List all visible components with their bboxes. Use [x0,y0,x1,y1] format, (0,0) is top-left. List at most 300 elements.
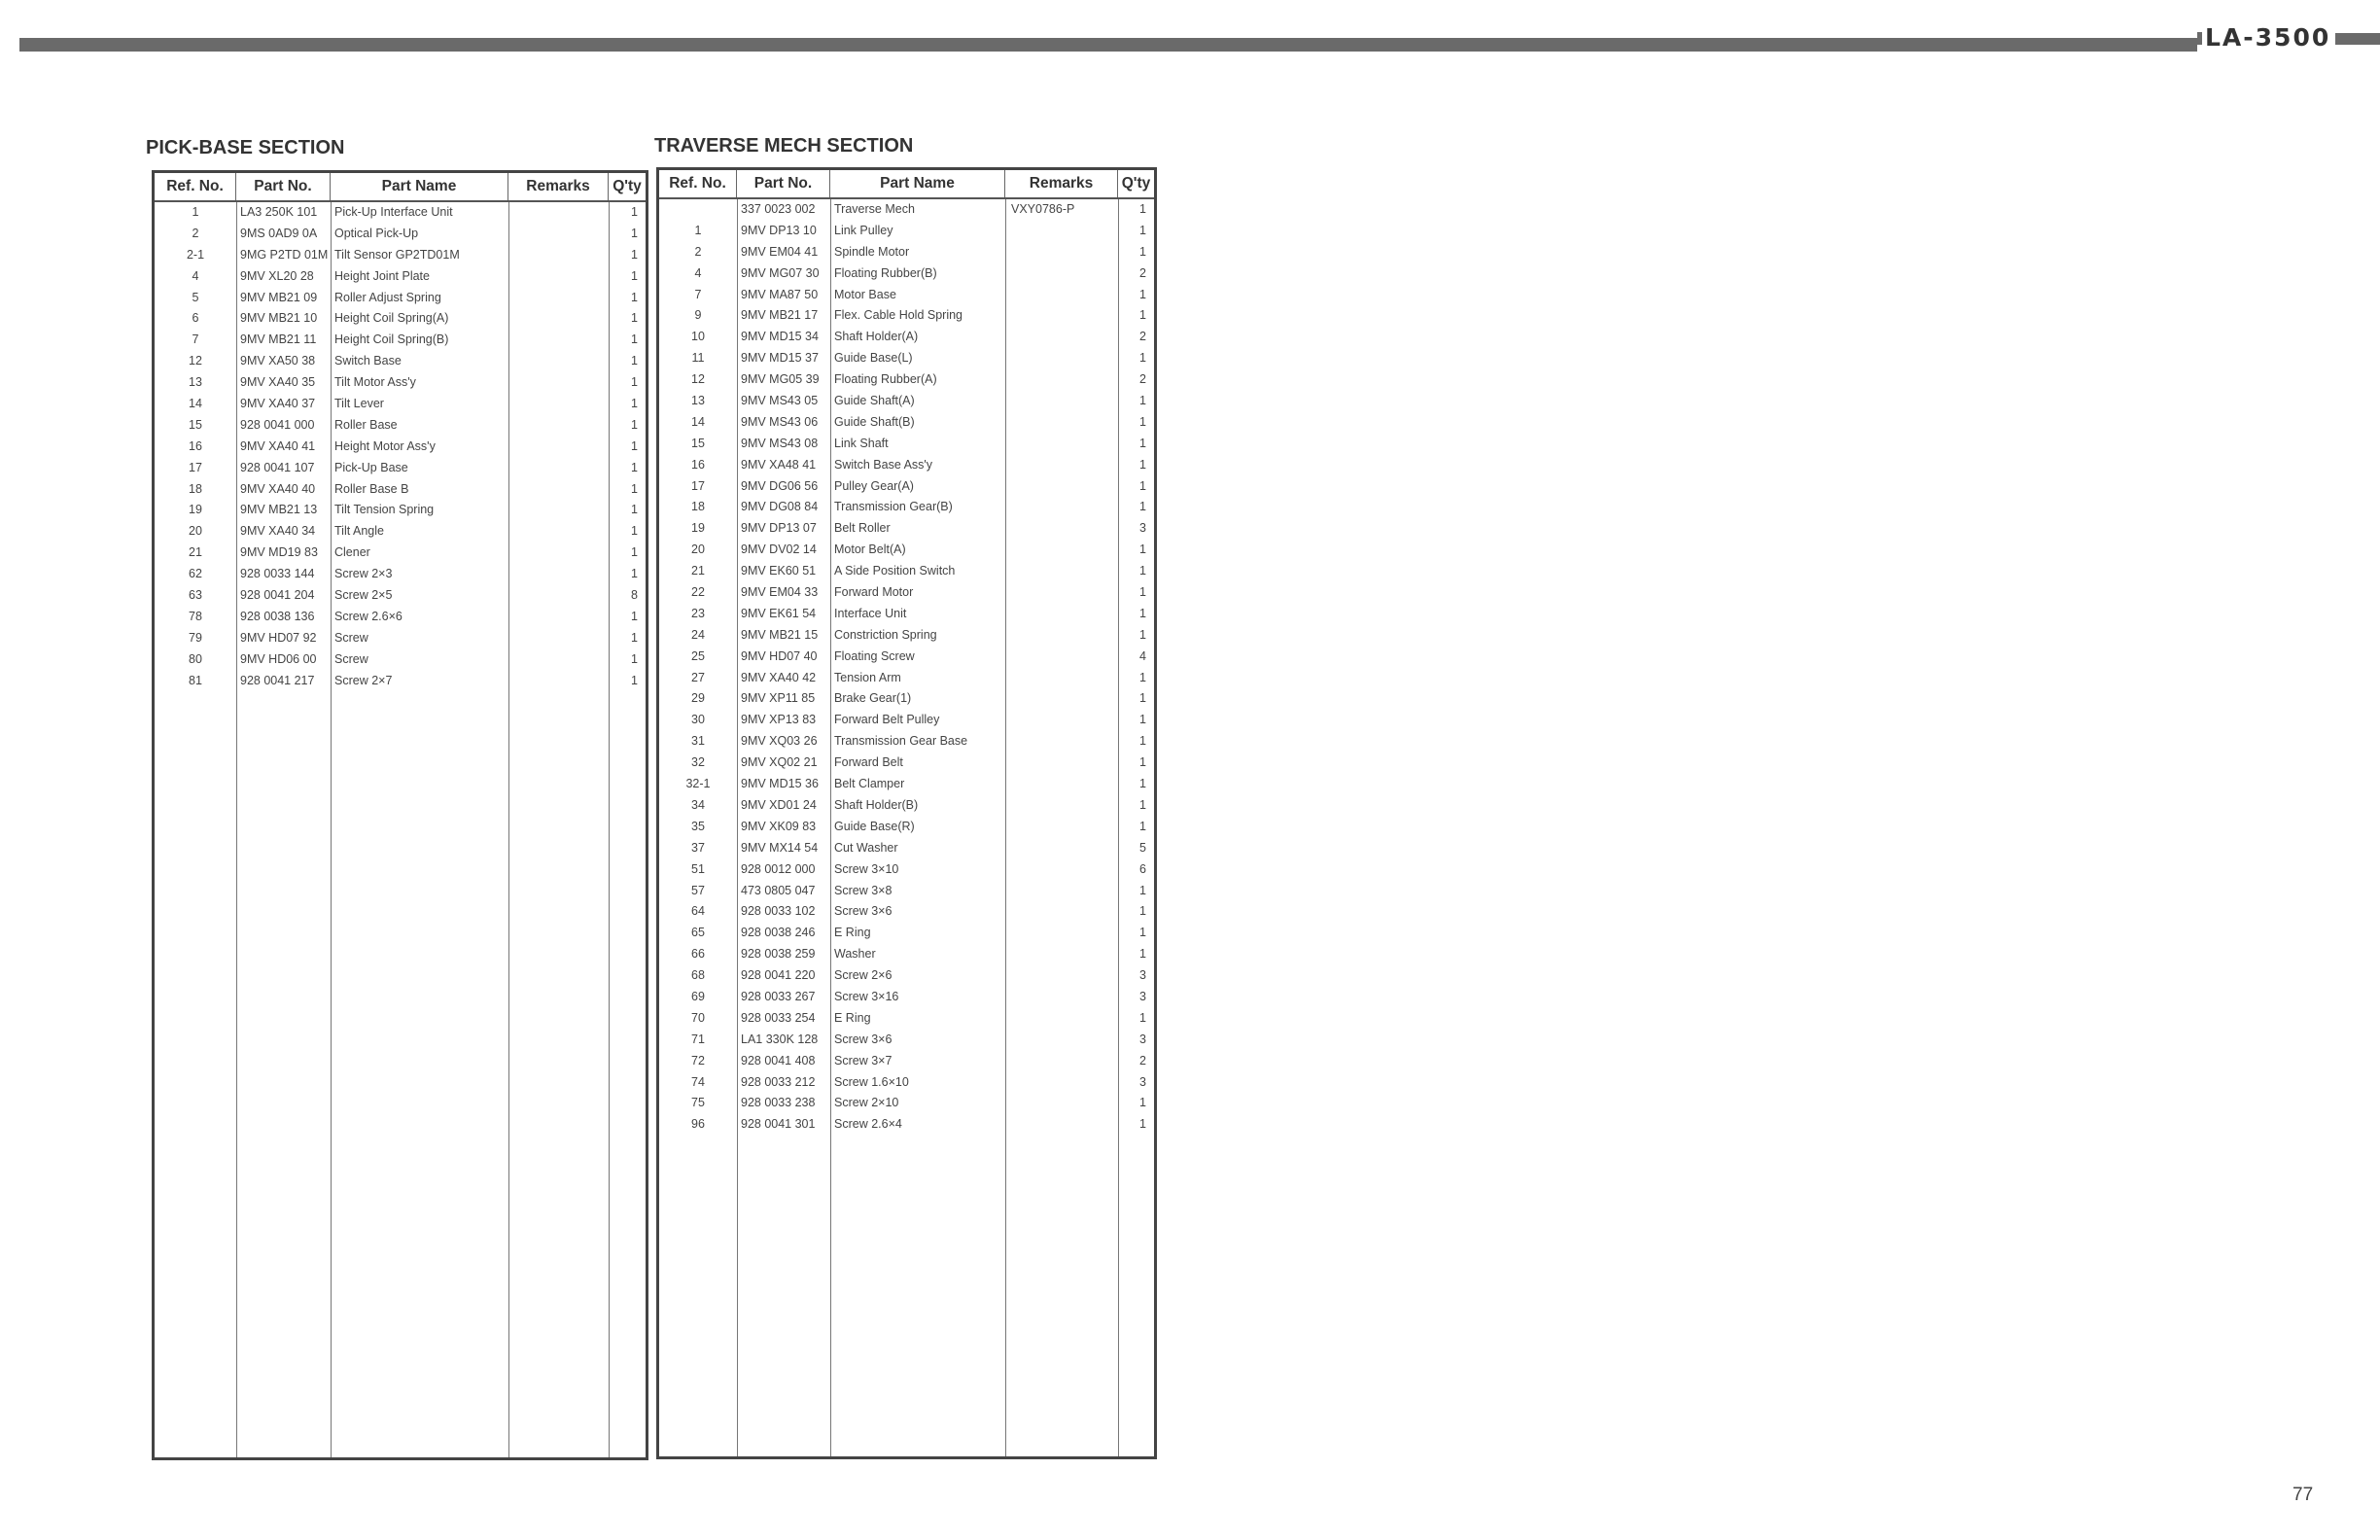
part-name-cell: Screw 2.6×4 [834,1117,902,1132]
ref-no-cell: 18 [691,500,705,514]
table-row [659,1008,1154,1030]
remarks-cell [508,607,609,628]
part-name-cell: Spindle Motor [834,244,910,259]
part-no-cell: 9MV DG06 56 [741,478,819,493]
part-name-cell: Screw 2×10 [834,1096,899,1110]
part-no-cell: 928 0041 301 [741,1117,816,1132]
table-row [659,518,1154,540]
qty-cell: 1 [1139,883,1146,897]
ref-no-cell: 19 [189,503,202,517]
table-row [659,752,1154,774]
table-row [155,542,646,564]
part-no-cell: 9MS 0AD9 0A [240,226,318,240]
part-name-cell: Roller Adjust Spring [334,290,441,304]
ref-no-cell: 23 [691,606,705,620]
table-row [659,497,1154,518]
remarks-cell [1005,455,1118,476]
ref-no-cell: 69 [691,989,705,1003]
remarks-cell [1005,774,1118,795]
remarks-cell [1005,923,1118,944]
table-row [155,288,646,309]
remarks-cell [1005,710,1118,731]
part-name-cell: Floating Rubber(B) [834,265,937,280]
part-name-cell: Link Pulley [834,223,893,237]
part-no-cell: 9MV XD01 24 [741,797,817,812]
part-no-cell: 9MV DG08 84 [741,500,819,514]
qty-cell: 1 [1139,904,1146,919]
qty-cell: 1 [1139,947,1146,962]
qty-cell: 3 [1139,989,1146,1003]
part-name-cell: Tilt Lever [334,397,384,411]
qty-cell: 1 [1139,755,1146,770]
table-row [659,625,1154,647]
table-row [659,859,1154,881]
col-remarks: Remarks [508,173,609,200]
qty-cell: 1 [1139,287,1146,301]
part-no-cell: 928 0041 217 [240,673,315,687]
part-name-cell: Pick-Up Interface Unit [334,205,453,219]
part-name-cell: Transmission Gear Base [834,734,968,749]
part-no-cell: 9MV EK60 51 [741,564,817,578]
part-name-cell: Forward Belt [834,755,903,770]
ref-no-cell: 32 [691,755,705,770]
qty-cell: 1 [631,481,638,496]
part-name-cell: Tilt Tension Spring [334,503,435,517]
part-no-cell: 9MV XP13 83 [741,713,817,727]
part-no-cell: 928 0012 000 [741,861,816,876]
part-name-cell: Shaft Holder(A) [834,330,919,344]
part-no-cell: 9MV DP13 10 [741,223,817,237]
table-row [659,944,1154,965]
remarks-cell [1005,518,1118,540]
remarks-cell [1005,795,1118,817]
ref-no-cell: 74 [691,1074,705,1089]
qty-cell: 1 [1139,542,1146,557]
ref-no-cell: 72 [691,1053,705,1068]
qty-cell: 3 [1139,521,1146,536]
remarks-cell [508,671,609,692]
remarks-cell [1005,859,1118,881]
model-number: LA-3500 [2205,23,2331,52]
remarks-cell [508,372,609,394]
remarks-cell [1005,625,1118,647]
table-header [659,170,1154,199]
qty-cell: 1 [1139,819,1146,833]
table-row [659,923,1154,944]
part-name-cell: Tension Arm [834,670,901,684]
column-divider [609,202,610,1457]
part-name-cell: Traverse Mech [834,202,915,216]
remarks-cell [1005,944,1118,965]
part-name-cell: Optical Pick-Up [334,226,419,240]
table-row [659,199,1154,221]
part-no-cell: 928 0033 212 [741,1074,816,1089]
remarks-cell [1005,838,1118,859]
ref-no-cell: 5 [192,290,199,304]
qty-cell: 1 [1139,351,1146,366]
part-name-cell: Pick-Up Base [334,460,408,474]
qty-cell: 1 [1139,797,1146,812]
part-name-cell: Height Coil Spring(A) [334,311,449,326]
qty-cell: 6 [1139,861,1146,876]
table-row [659,263,1154,285]
ref-no-cell: 78 [189,609,202,623]
column-divider [1005,199,1006,1456]
remarks-cell [1005,752,1118,774]
table-row [659,965,1154,987]
ref-no-cell: 32-1 [685,777,711,791]
part-no-cell: 9MV MB21 10 [240,311,318,326]
ref-no-cell: 35 [691,819,705,833]
ref-no-cell: 17 [189,460,202,474]
qty-cell: 1 [1139,564,1146,578]
remarks-cell [508,585,609,607]
qty-cell: 1 [631,205,638,219]
table-row [659,688,1154,710]
table-row [659,901,1154,923]
ref-no-cell: 1 [192,205,199,219]
table-row [155,458,646,479]
part-name-cell: Motor Base [834,287,896,301]
ref-no-cell: 7 [694,287,702,301]
remarks-cell [1005,582,1118,604]
remarks-cell [1005,1008,1118,1030]
ref-no-cell: 57 [691,883,705,897]
ref-no-cell: 9 [694,308,702,323]
remarks-cell [508,628,609,649]
ref-no-cell: 24 [691,627,705,642]
table-row [659,582,1154,604]
part-name-cell: Guide Base(L) [834,351,913,366]
qty-cell: 1 [1139,202,1146,216]
part-no-cell: 9MV XL20 28 [240,268,314,283]
part-no-cell: LA3 250K 101 [240,205,318,219]
part-name-cell: Forward Motor [834,585,914,600]
ref-no-cell: 31 [691,734,705,749]
ref-no-cell: 63 [189,588,202,603]
remarks-cell [1005,412,1118,434]
part-name-cell: A Side Position Switch [834,564,956,578]
remarks-cell [508,649,609,671]
table-row [659,647,1154,668]
remarks-cell [1005,497,1118,518]
part-no-cell: 9MV DP13 07 [741,521,817,536]
part-no-cell: 9MV MS43 08 [741,436,819,450]
qty-cell: 1 [1139,670,1146,684]
part-name-cell: Screw 1.6×10 [834,1074,909,1089]
qty-cell: 1 [631,375,638,390]
part-no-cell: 9MV MB21 17 [741,308,819,323]
remarks-cell [1005,817,1118,838]
part-name-cell: Guide Base(R) [834,819,915,833]
table-row [155,245,646,266]
remarks-cell [508,521,609,542]
part-name-cell: Switch Base Ass'y [834,457,933,472]
qty-cell: 1 [631,673,638,687]
part-no-cell: 9MV MS43 06 [741,414,819,429]
ref-no-cell: 29 [691,691,705,706]
part-no-cell: 9MV XA40 42 [741,670,817,684]
qty-cell: 1 [1139,478,1146,493]
ref-no-cell: 51 [691,861,705,876]
table-row [155,308,646,330]
ref-no-cell: 18 [189,481,202,496]
ref-no-cell [659,199,737,221]
qty-cell: 2 [1139,1053,1146,1068]
part-name-cell: Screw 3×8 [834,883,892,897]
part-no-cell: 9MV XA40 37 [240,397,316,411]
table-row [659,348,1154,369]
table-row [659,838,1154,859]
ref-no-cell: 19 [691,521,705,536]
part-name-cell: Floating Rubber(A) [834,372,937,387]
part-no-cell: 928 0041 220 [741,968,816,983]
ref-no-cell: 16 [189,438,202,453]
table-row [659,604,1154,625]
ref-no-cell: 96 [691,1117,705,1132]
ref-no-cell: 6 [192,311,199,326]
part-no-cell: 9MV HD06 00 [240,651,317,666]
table-row [659,668,1154,689]
qty-cell: 1 [631,503,638,517]
qty-cell: 8 [631,588,638,603]
qty-cell: 1 [1139,457,1146,472]
part-no-cell: 9MG P2TD 01M [240,247,329,262]
part-no-cell: 9MV MD15 37 [741,351,819,366]
part-name-cell: Transmission Gear(B) [834,500,953,514]
table-row [659,327,1154,348]
ref-no-cell: 20 [189,524,202,539]
table-row [155,479,646,501]
remarks-cell [508,394,609,415]
qty-cell: 1 [631,397,638,411]
part-name-cell: Screw 3×6 [834,904,892,919]
table-row [155,224,646,245]
part-name-cell: Brake Gear(1) [834,691,912,706]
part-name-cell: Screw 2×5 [334,588,393,603]
ref-no-cell: 79 [189,630,202,645]
qty-cell: 2 [1139,372,1146,387]
part-no-cell: 9MV XA40 34 [240,524,316,539]
ref-no-cell: 37 [691,840,705,855]
ref-no-cell: 16 [691,457,705,472]
qty-cell: 1 [631,247,638,262]
ref-no-cell: 11 [691,351,705,366]
qty-cell: 1 [1139,926,1146,940]
table-row [155,330,646,351]
page-number: 77 [2292,1485,2314,1505]
remarks-cell [508,458,609,479]
remarks-cell [1005,263,1118,285]
part-name-cell: Screw 2.6×6 [334,609,402,623]
qty-cell: 1 [631,268,638,283]
part-no-cell: 9MV MG07 30 [741,265,820,280]
col-qty: Q'ty [1121,175,1151,192]
part-no-cell: 928 0041 204 [240,588,315,603]
qty-cell: 3 [1139,1074,1146,1089]
qty-cell: 2 [1139,330,1146,344]
qty-cell: 1 [1139,713,1146,727]
ref-no-cell: 71 [691,1032,705,1046]
table-row [155,394,646,415]
remarks-cell [508,564,609,585]
remarks-cell [1005,305,1118,327]
qty-cell: 1 [631,332,638,347]
part-no-cell: 9MV DV02 14 [741,542,817,557]
part-no-cell: 928 0033 144 [240,567,315,581]
part-no-cell: 928 0033 238 [741,1096,816,1110]
remarks-cell [1005,476,1118,498]
col-part-name: Part Name [830,170,1005,197]
qty-cell: 3 [1139,1032,1146,1046]
ref-no-cell: 13 [691,394,705,408]
table-header [155,173,646,202]
table-row [659,455,1154,476]
part-name-cell: Constriction Spring [834,627,937,642]
qty-cell: 1 [1139,308,1146,323]
qty-cell: 1 [631,311,638,326]
part-no-cell: 9MV MG05 39 [741,372,820,387]
part-no-cell: 9MV XP11 85 [741,691,816,706]
remarks-cell [1005,285,1118,306]
table-row [659,1114,1154,1136]
remarks-cell [1005,647,1118,668]
ref-no-cell: 62 [189,567,202,581]
ref-no-cell: 20 [691,542,705,557]
table-row [659,1030,1154,1051]
ref-no-cell: 68 [691,968,705,983]
part-name-cell: Screw 3×6 [834,1032,892,1046]
part-name-cell: Link Shaft [834,436,889,450]
remarks-cell [1005,731,1118,752]
part-no-cell: 9MV MD15 36 [741,777,819,791]
table-row [659,1093,1154,1114]
remarks-cell [508,266,609,288]
table-row [155,415,646,437]
column-divider [1118,199,1119,1456]
part-no-cell: 473 0805 047 [741,883,816,897]
qty-cell: 1 [1139,777,1146,791]
ref-no-cell: 64 [691,904,705,919]
part-name-cell: Belt Roller [834,521,891,536]
table-row [155,372,646,394]
table-row [659,476,1154,498]
part-no-cell: 928 0033 254 [741,1010,816,1025]
part-no-cell: 9MV EK61 54 [741,606,817,620]
qty-cell: 1 [631,226,638,240]
remarks-cell [1005,561,1118,582]
part-name-cell: Floating Screw [834,648,915,663]
part-no-cell: 9MV MB21 09 [240,290,318,304]
traverse-title: TRAVERSE MECH SECTION [654,135,914,157]
remarks-cell [1005,1093,1118,1114]
part-no-cell: 928 0041 000 [240,417,315,432]
remarks-cell [508,437,609,458]
header-rule [19,38,2197,52]
table-row [155,607,646,628]
qty-cell: 1 [1139,244,1146,259]
qty-cell: 1 [1139,500,1146,514]
column-divider [331,202,332,1457]
qty-cell: 1 [631,290,638,304]
table-row [155,564,646,585]
remarks-cell [1005,901,1118,923]
col-part-name: Part Name [331,173,508,200]
ref-no-cell: 81 [189,673,202,687]
table-row [155,628,646,649]
qty-cell: 3 [1139,968,1146,983]
remarks-cell [1005,540,1118,561]
part-name-cell: Motor Belt(A) [834,542,906,557]
table-row [659,1072,1154,1094]
remarks-cell [508,351,609,372]
part-name-cell: Washer [834,947,876,962]
part-name-cell: Screw 3×10 [834,861,899,876]
part-name-cell: Tilt Sensor GP2TD01M [334,247,460,262]
remarks-cell [1005,327,1118,348]
qty-cell: 1 [1139,436,1146,450]
ref-no-cell: 4 [192,268,199,283]
table-row [659,710,1154,731]
part-no-cell: 928 0038 246 [741,926,816,940]
col-qty: Q'ty [612,178,642,194]
remarks-cell [1005,348,1118,369]
qty-cell: 1 [1139,1010,1146,1025]
table-row [155,671,646,692]
remarks-cell [1005,1030,1118,1051]
remarks-cell [508,202,609,224]
ref-no-cell: 80 [189,651,202,666]
ref-no-cell: 4 [694,265,702,280]
part-name-cell: Flex. Cable Hold Spring [834,308,963,323]
table-row [659,1051,1154,1072]
remarks-cell [508,542,609,564]
col-remarks: Remarks [1005,170,1118,197]
part-name-cell: Height Joint Plate [334,268,430,283]
ref-no-cell: 66 [691,947,705,962]
part-name-cell: Screw 2×6 [834,968,892,983]
remarks-cell [1005,1051,1118,1072]
ref-no-cell: 13 [189,375,202,390]
table-row [659,412,1154,434]
qty-cell: 1 [1139,223,1146,237]
qty-cell: 1 [631,460,638,474]
table-row [659,774,1154,795]
part-name-cell: Roller Base B [334,481,409,496]
part-name-cell: Pulley Gear(A) [834,478,914,493]
qty-cell: 1 [631,651,638,666]
part-name-cell: Tilt Angle [334,524,384,539]
part-no-cell: 9MV XA40 41 [240,438,316,453]
remarks-cell [1005,987,1118,1008]
remarks-cell [1005,434,1118,455]
table-row [155,266,646,288]
table-row [155,202,646,224]
part-no-cell: 9MV XK09 83 [741,819,817,833]
remarks-cell [1005,965,1118,987]
ref-no-cell: 7 [192,332,199,347]
remarks-cell [508,224,609,245]
part-no-cell: 9MV EM04 33 [741,585,819,600]
remarks-cell [1005,668,1118,689]
part-no-cell: 9MV XA40 40 [240,481,316,496]
remarks-cell [508,500,609,521]
remarks-cell [1005,221,1118,242]
part-name-cell: E Ring [834,1010,871,1025]
part-no-cell: 928 0038 259 [741,947,816,962]
part-name-cell: E Ring [834,926,871,940]
table-row [155,437,646,458]
